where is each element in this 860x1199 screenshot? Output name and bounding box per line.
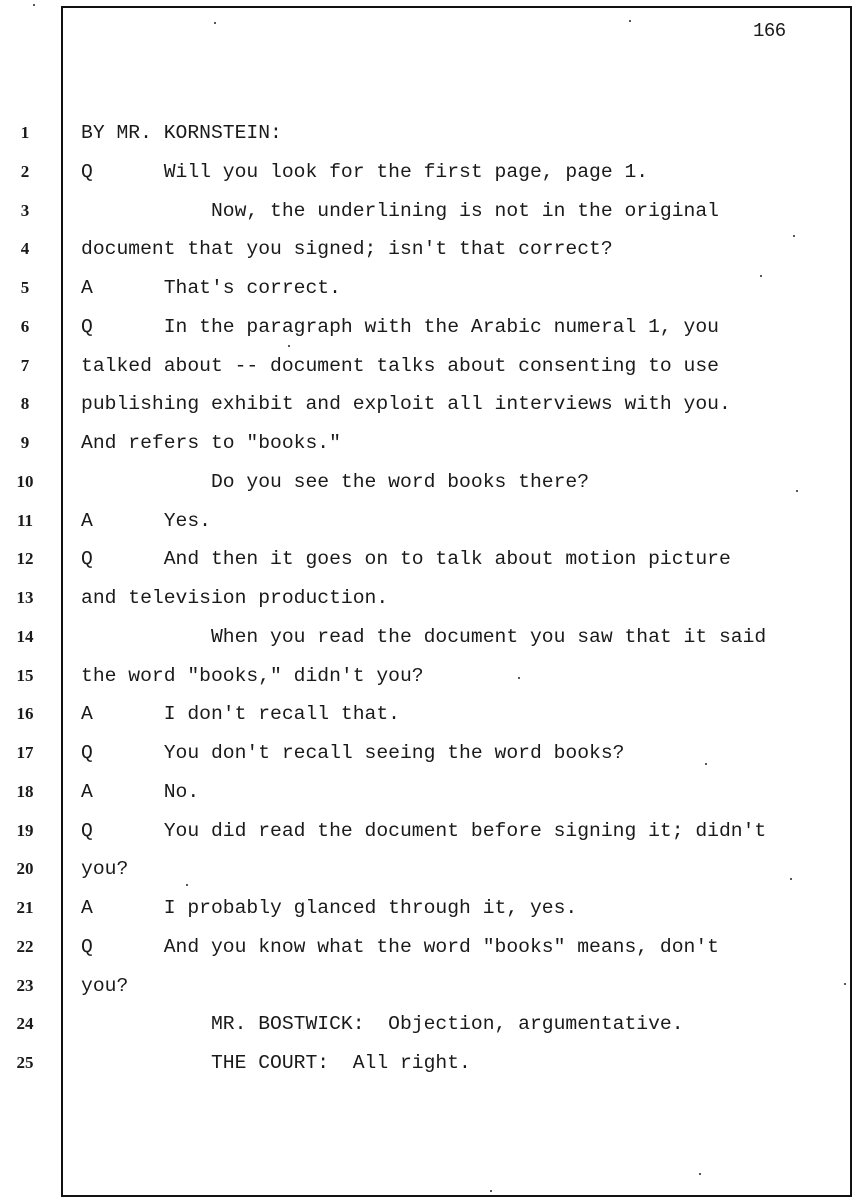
- transcript-line: Q You don't recall seeing the word books?: [81, 742, 625, 764]
- line-number: 10: [16, 471, 34, 491]
- line-number: 4: [20, 239, 30, 259]
- line-number: 23: [16, 975, 34, 995]
- line-number: 15: [16, 665, 34, 685]
- scan-speck: [793, 235, 795, 237]
- transcript-line: Q Will you look for the first page, page 1.: [81, 160, 649, 183]
- transcript-line: A I don't recall that.: [81, 703, 400, 726]
- line-number: 17: [16, 743, 34, 762]
- line-number: 20: [16, 859, 34, 879]
- transcript-line: A No.: [81, 780, 200, 803]
- transcript-line: THE COURT: All right.: [81, 1052, 471, 1074]
- scan-speck: [699, 1173, 701, 1175]
- line-number: 13: [16, 588, 34, 607]
- line-number: 19: [16, 820, 34, 840]
- transcript-line: Q And you know what the word "books" means, don't: [81, 935, 719, 958]
- transcript-line: And refers to "books.": [81, 432, 341, 454]
- scan-speck: [186, 884, 188, 886]
- line-number: 8: [20, 394, 30, 414]
- transcript-line: talked about -- document talks about consenting to use: [81, 354, 719, 377]
- transcript-line: and television production.: [81, 587, 389, 609]
- line-number: 16: [16, 704, 34, 724]
- transcript-line: Q In the paragraph with the Arabic numeral 1, you: [81, 315, 719, 338]
- transcript-line: Q And then it goes on to talk about motion picture: [81, 548, 731, 571]
- line-number: 1: [20, 123, 30, 142]
- line-number: 18: [16, 781, 34, 801]
- transcript-line: document that you signed; isn't that correct?: [81, 238, 613, 261]
- transcript-line: When you read the document you saw that it said: [81, 625, 767, 648]
- line-number: 7: [20, 355, 30, 375]
- scan-speck: [518, 677, 520, 679]
- scan-speck: [705, 763, 707, 765]
- line-number: 9: [20, 433, 30, 452]
- transcript-line: Do you see the word books there?: [81, 470, 590, 493]
- scan-speck: [844, 983, 846, 985]
- transcript-line: publishing exhibit and exploit all interviews with you.: [81, 393, 731, 416]
- line-number: 22: [16, 936, 34, 956]
- scan-speck: [33, 4, 35, 6]
- scan-speck: [490, 1190, 492, 1192]
- line-number: 2: [20, 161, 30, 181]
- transcript-line: MR. BOSTWICK: Objection, argumentative.: [81, 1013, 684, 1036]
- line-number: 11: [16, 510, 34, 530]
- line-number: 3: [20, 200, 30, 220]
- line-number: 6: [20, 316, 30, 336]
- transcript-line: the word "books," didn't you?: [81, 664, 424, 687]
- scan-speck: [214, 22, 216, 24]
- transcript-line: A That's correct.: [81, 277, 341, 299]
- line-number: 5: [20, 278, 30, 297]
- scan-speck: [288, 345, 290, 347]
- scan-speck: [796, 490, 798, 492]
- line-number: 24: [16, 1014, 34, 1034]
- scan-speck: [760, 275, 762, 277]
- transcript-line: A I probably glanced through it, yes.: [81, 897, 578, 919]
- transcript-line: Q You did read the document before signing it; didn't: [81, 819, 767, 842]
- transcript-line: you?: [81, 974, 129, 997]
- transcript-line: Now, the underlining is not in the original: [81, 199, 719, 222]
- transcript-line: A Yes.: [81, 509, 211, 532]
- transcript-line: you?: [81, 858, 129, 881]
- transcript-line: BY MR. KORNSTEIN:: [81, 122, 282, 144]
- line-number: 25: [16, 1053, 34, 1072]
- page-number: 166: [753, 20, 786, 42]
- scan-speck: [629, 20, 631, 22]
- line-number: 14: [16, 626, 34, 646]
- scan-speck: [790, 878, 792, 880]
- line-number: 21: [16, 898, 34, 917]
- line-number: 12: [16, 549, 34, 569]
